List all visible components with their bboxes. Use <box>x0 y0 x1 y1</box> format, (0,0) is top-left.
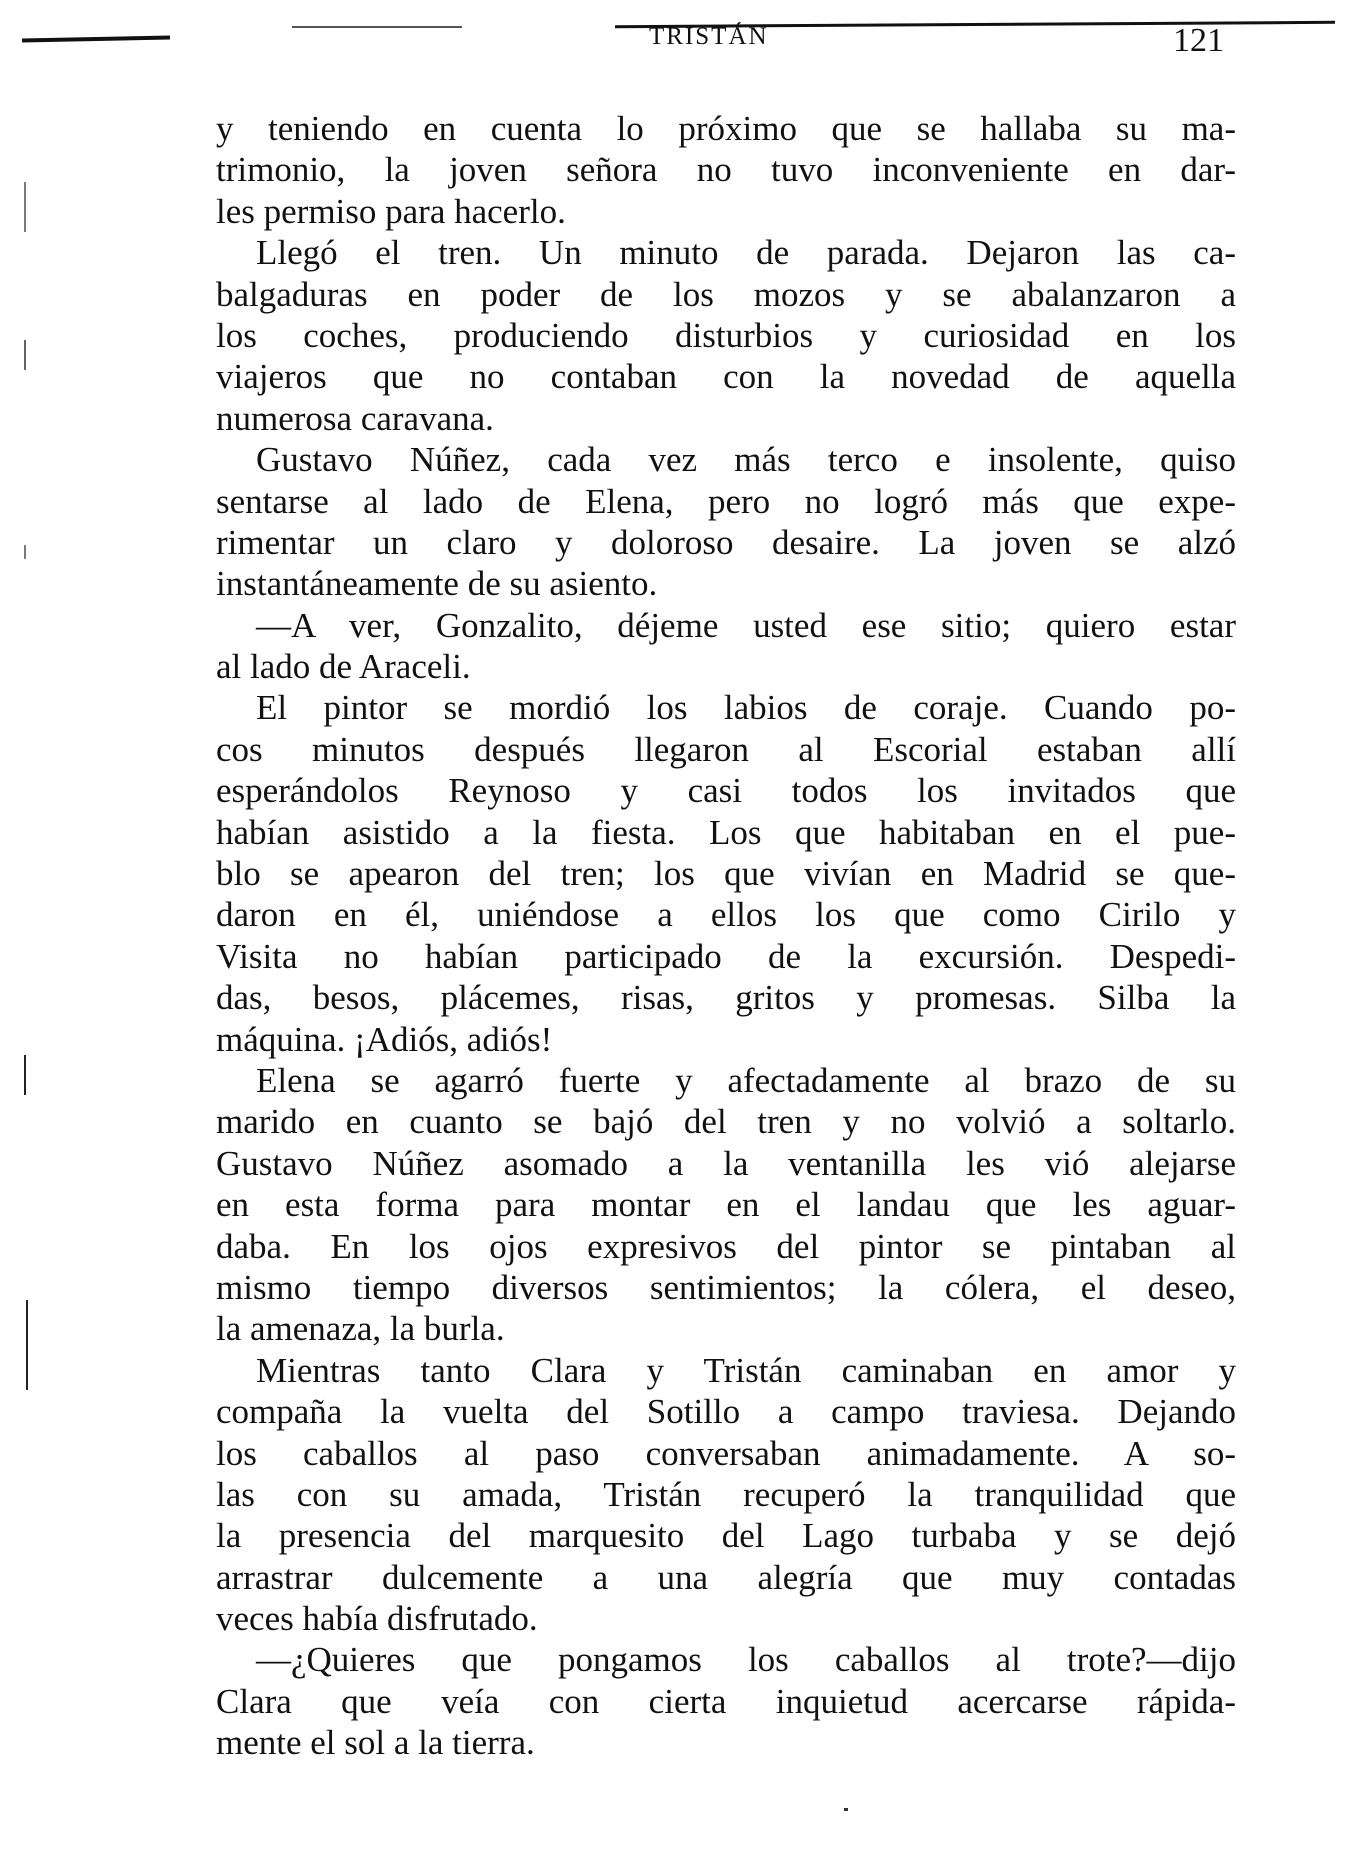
text-line: al lado de Araceli. <box>216 647 471 687</box>
margin-speck <box>26 1300 28 1390</box>
text-line: —¿Quieres que pongamos los caballos al trote?—dijo <box>256 1640 1236 1680</box>
text-line: mente el sol a la tierra. <box>216 1723 535 1763</box>
text-line: las con su amada, Tristán recuperó la tranquilidad que <box>216 1474 1236 1514</box>
header-rule-left <box>22 35 170 42</box>
text-line: Visita no habían participado de la excursión. Despedi- <box>216 936 1236 976</box>
text-line: instantáneamente de su asiento. <box>216 564 658 604</box>
text-line: Gustavo Núñez asomado a la ventanilla les vió alejarse <box>216 1143 1236 1183</box>
margin-speck <box>24 1055 26 1095</box>
text-line: compaña la vuelta del Sotillo a campo traviesa. Dejando <box>216 1392 1236 1432</box>
margin-speck <box>24 340 26 370</box>
page-number: 121 <box>1173 22 1224 59</box>
text-line: trimonio, la joven señora no tuvo inconveniente en dar- <box>216 150 1236 190</box>
text-line: El pintor se mordió los labios de coraje. Cuando po- <box>256 688 1236 728</box>
text-line: Mientras tanto Clara y Tristán caminaban en amor y <box>256 1350 1236 1390</box>
running-head-title: TRISTÁN <box>649 23 769 50</box>
text-line: habían asistido a la fiesta. Los que habitaban en el pue- <box>216 812 1236 852</box>
text-line: la presencia del marquesito del Lago turbaba y se dejó <box>216 1516 1236 1556</box>
text-line: Clara que veía con cierta inquietud acercarse rápida- <box>216 1681 1236 1721</box>
text-line: máquina. ¡Adiós, adiós! <box>216 1019 553 1059</box>
text-line: marido en cuanto se bajó del tren y no volvió a soltarlo. <box>216 1102 1236 1142</box>
text-line: rimentar un claro y doloroso desaire. La joven se alzó <box>216 522 1236 562</box>
text-line: numerosa caravana. <box>216 398 494 438</box>
text-line: Gustavo Núñez, cada vez más terco e insolente, quiso <box>256 440 1236 480</box>
text-line: veces había disfrutado. <box>216 1599 538 1639</box>
text-line: balgaduras en poder de los mozos y se abalanzaron a <box>216 274 1236 314</box>
text-line: esperándolos Reynoso y casi todos los invitados que <box>216 771 1236 811</box>
text-line: les permiso para hacerlo. <box>216 191 566 231</box>
text-line: —A ver, Gonzalito, déjeme usted ese sitio; quiero estar <box>256 605 1236 645</box>
text-line: daron en él, uniéndose a ellos los que como Cirilo y <box>216 895 1236 935</box>
text-line: viajeros que no contaban con la novedad de aquella <box>216 357 1236 397</box>
margin-speck <box>24 182 26 232</box>
text-line: blo se apearon del tren; los que vivían en Madrid se que- <box>216 854 1236 894</box>
text-line: arrastrar dulcemente a una alegría que muy contadas <box>216 1557 1236 1597</box>
ink-dot <box>844 1808 848 1811</box>
body-text <box>216 108 1236 1764</box>
text-line: sentarse al lado de Elena, pero no logró más que expe- <box>216 481 1236 521</box>
text-line: y teniendo en cuenta lo próximo que se hallaba su ma- <box>216 109 1236 148</box>
text-line: mismo tiempo diversos sentimientos; la cólera, el deseo, <box>216 1267 1236 1307</box>
margin-speck <box>24 545 26 559</box>
header-rule-middle <box>292 26 462 28</box>
text-line: Llegó el tren. Un minuto de parada. Dejaron las ca- <box>256 233 1236 273</box>
text-line: la amenaza, la burla. <box>216 1309 505 1349</box>
text-line: los coches, produciendo disturbios y curiosidad en los <box>216 315 1236 355</box>
text-line: das, besos, plácemes, risas, gritos y promesas. Silba la <box>216 978 1236 1018</box>
text-line: Elena se agarró fuerte y afectadamente al brazo de su <box>256 1060 1236 1100</box>
text-line: los caballos al paso conversaban animadamente. A so- <box>216 1433 1236 1473</box>
text-line: en esta forma para montar en el landau que les aguar- <box>216 1185 1236 1225</box>
text-line: cos minutos después llegaron al Escorial estaban allí <box>216 729 1236 769</box>
text-line: daba. En los ojos expresivos del pintor se pintaban al <box>216 1226 1236 1266</box>
